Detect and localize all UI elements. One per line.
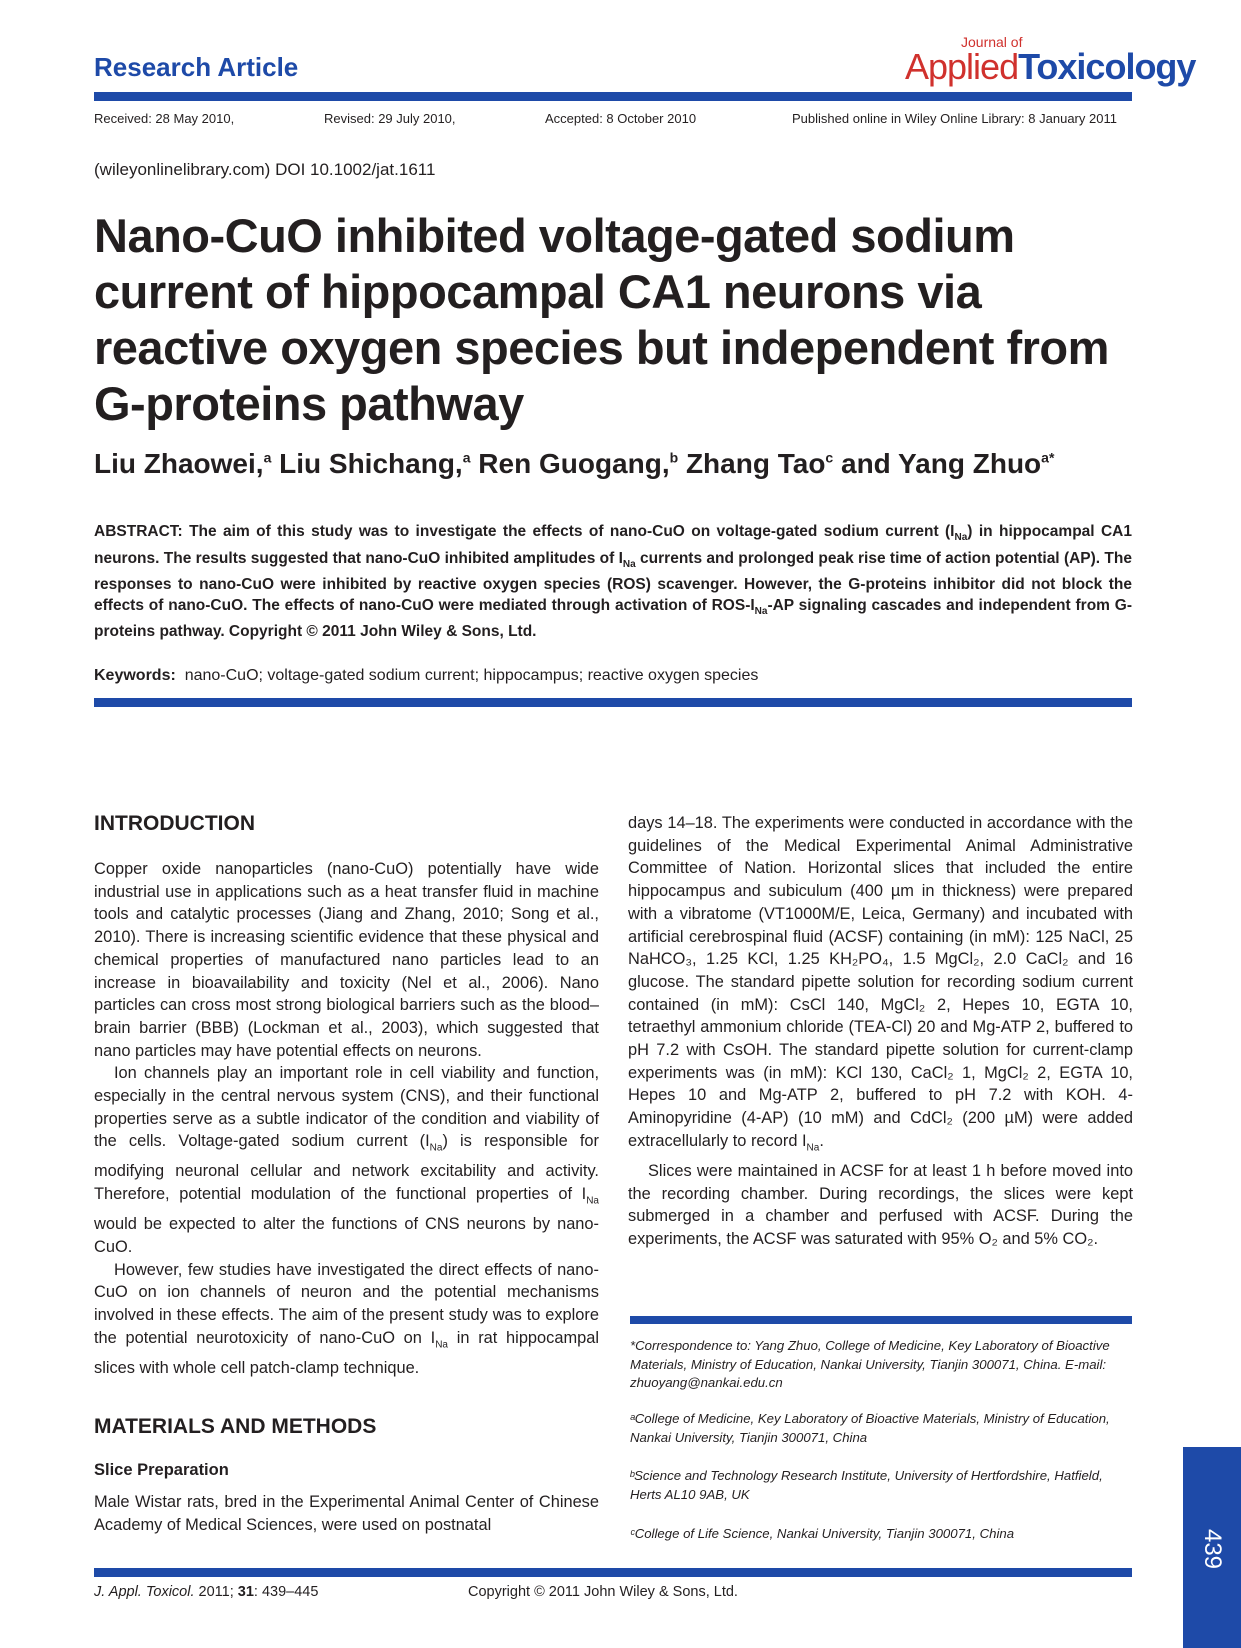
slice-preparation-heading: Slice Preparation (94, 1461, 229, 1479)
footer-rule (94, 1568, 1132, 1577)
journal-logo-of: Journal of (961, 34, 1023, 50)
methods-paragraph-2 (628, 812, 1133, 1160)
abstract-text: ) in hippocampal CA1 neurons. The results suggested that nano-CuO inhibited amplitudes of I (94, 523, 1132, 567)
footer-copyright: Copyright © 2011 John Wiley & Sons, Ltd. (468, 1584, 738, 1600)
paragraph-text: Ion channels play an important role in cell viability and function, especially in the central nervous system (CNS), and their functional properties serve as a subtle indicator of the condition and viability of the cells. Voltage-gated sodium current (I (94, 1064, 599, 1151)
introduction-heading: INTRODUCTION (94, 812, 255, 835)
keywords-line (94, 667, 758, 685)
abstract-text: -AP signaling cascades and independent from G-proteins pathway. Copyright © 2011 John Wiley & Sons, Ltd. (94, 596, 1132, 641)
intro-paragraph-2 (94, 1062, 599, 1258)
right-column-body (628, 812, 1133, 1251)
keywords-label: Keywords: (94, 667, 176, 684)
published-date: Published online in Wiley Online Library: 8 January 2011 (792, 111, 1117, 126)
paragraph-text: days 14–18. The experiments were conducted in accordance with the guidelines of the Medical Experimental Animal Administrative Committee of Nation. Horizontal slices that included the entire hippocampus and subiculum (400 µm in thickness) were prepared with a vibratome (VT1000M/E, Leica, Germany) and incubated with artificial cerebrospinal fluid (ACSF) containing (in mM): 125 NaCl, 25 NaHCO₃, 1.25 KCl, 1.25 KH₂PO₄, 1.5 MgCl₂, 2.0 CaCl₂ and 16 glucose. The standard pipette solution for recording sodium current contained (in mM): CsCl 140, MgCl₂ 2, Hepes 10, EGTA 10, tetraethyl ammonium chloride (TEA-Cl) 20 and Mg-ATP 2, buffered to pH 7.2 with CsOH. The standard pipette solution for current-clamp experiments was (in mM): KCl 130, CaCl₂ 1, MgCl₂ 2, EGTA 10, Hepes 10 and Mg-ATP 2, buffered to pH 7.2 with KOH. 4-Aminopyridine (4-AP) (10 mM) and CdCl₂ (200 µM) were added extracellularly to record I (628, 814, 1133, 1150)
abstract-rule (94, 698, 1132, 707)
methods-heading: MATERIALS AND METHODS (94, 1415, 377, 1438)
journal-logo-toxicology: Toxicology (1018, 46, 1196, 87)
na-subscript: Na (586, 1195, 599, 1207)
paragraph-text: in rat hippocampal slices with whole cell patch-clamp technique. (94, 1328, 599, 1377)
citation-volume: 31 (237, 1584, 254, 1600)
author-affiliation-mark: a (263, 449, 272, 466)
section-label: Research Article (94, 52, 299, 82)
author-name: Liu Shichang, (279, 448, 463, 479)
intro-paragraph-1: Copper oxide nanoparticles (nano-CuO) potentially have wide industrial use in applications such as a heat transfer fluid in machine tools and catalytic processes (Jiang and Zhang, 2010; Song et al., 2010). There is increasing scientific evidence that these physical and chemical properties of manufactured nano particles lead to an increase in bioavailability and toxicity (Nel et al., 2006). Nano particles can cross most strong biological barriers such as the blood–brain barrier (BBB) (Lockman et al., 2003), which suggested that nano particles may have potential effects on neurons. (94, 860, 599, 1060)
author-affiliation-mark: c (825, 449, 834, 466)
methods-paragraph-1: Male Wistar rats, bred in the Experimental Animal Center of Chinese Academy of Medical Sciences, were used on postnatal (94, 1493, 599, 1534)
article-title: Nano-CuO inhibited voltage-gated sodium current of hippocampal CA1 neurons via reactive oxygen species but independent from G-proteins pathway (94, 209, 1109, 430)
author-name: Ren Guogang, (478, 448, 670, 479)
abstract (94, 522, 1132, 643)
author-list (94, 448, 1054, 480)
author-affiliation-mark: a* (1041, 449, 1055, 466)
paragraph-text: ) is responsible for modifying neuronal cellular and network excitability and activity. Therefore, potential modulation of the functional properties of I (94, 1132, 599, 1204)
footnote-rule (630, 1316, 1132, 1324)
na-subscript: Na (622, 558, 636, 570)
journal-logo-name (905, 46, 1196, 87)
accepted-date: Accepted: 8 October 2010 (545, 111, 697, 126)
journal-logo (905, 34, 1196, 87)
paragraph-text: would be expected to alter the functions of CNS neurons by nano-CuO. (94, 1215, 599, 1256)
doi-line: (wileyonlinelibrary.com) DOI 10.1002/jat.1611 (94, 160, 436, 179)
affiliation-a: ᵃCollege of Medicine, Key Laboratory of Bioactive Materials, Ministry of Education, Nankai University, Tianjin 300071, China (630, 1411, 1110, 1445)
intro-paragraph-3 (94, 1259, 599, 1380)
left-column-body (94, 858, 599, 1379)
abstract-text: The aim of this study was to investigate the effects of nano-CuO on voltage-gated sodium current (I (189, 523, 955, 540)
abstract-text: currents and prolonged peak rise time of action potential (AP). The responses to nano-CuO were inhibited by reactive oxygen species (ROS) scavenger. However, the G-proteins inhibitor did not block the effects of nano-CuO. The effects of nano-CuO were mediated through activation of ROS-I (94, 549, 1132, 614)
author-affiliation-mark: a (462, 449, 471, 466)
citation-year: 2011; (194, 1584, 238, 1600)
abstract-label: ABSTRACT: (94, 523, 183, 540)
author-name: Zhang Tao (685, 448, 826, 479)
received-date: Received: 28 May 2010, (94, 111, 235, 126)
na-subscript: Na (435, 1338, 448, 1350)
na-subscript: Na (954, 532, 968, 544)
na-subscript: Na (429, 1142, 443, 1154)
page-number-tab (1183, 1447, 1241, 1648)
author-name: and Yang Zhuo (841, 448, 1042, 479)
na-subscript: Na (754, 605, 768, 617)
header-rule (94, 92, 1132, 101)
correspondence-footnote: *Correspondence to: Yang Zhuo, College of Medicine, Key Laboratory of Bioactive Materials, Ministry of Education, Nankai University, Tianjin 300071, China. E-mail: zhuoyang@nankai.edu.cn (630, 1338, 1110, 1390)
methods-paragraph-3: Slices were maintained in ACSF for at least 1 h before moved into the recording chamber. During recordings, the slices were kept submerged in a chamber and perfused with ACSF. During the experiments, the ACSF was saturated with 95% O₂ and 5% CO₂. (628, 1161, 1133, 1248)
author-affiliation-mark: b (669, 449, 679, 466)
citation-pages: : 439–445 (253, 1584, 319, 1600)
affiliation-b: ᵇScience and Technology Research Institute, University of Hertfordshire, Hatfield, Herts AL10 9AB, UK (630, 1468, 1103, 1502)
citation-journal: J. Appl. Toxicol. (94, 1584, 195, 1600)
journal-logo-applied: Applied (905, 46, 1019, 87)
na-subscript: Na (806, 1142, 820, 1154)
footer-citation (94, 1584, 318, 1600)
paragraph-text: However, few studies have investigated the direct effects of nano-CuO on ion channels of neuron and the potential mechanisms involved in these effects. The aim of the present study was to explore the potential neurotoxicity of nano-CuO on I (94, 1260, 599, 1347)
page-number: 439 (1199, 1528, 1226, 1570)
revised-date: Revised: 29 July 2010, (324, 111, 456, 126)
author-name: Liu Zhaowei, (94, 448, 264, 479)
paragraph-text: . (819, 1131, 824, 1150)
keywords-list: nano-CuO; voltage-gated sodium current; hippocampus; reactive oxygen species (184, 667, 759, 684)
affiliation-c: ᶜCollege of Life Science, Nankai University, Tianjin 300071, China (630, 1526, 1015, 1541)
